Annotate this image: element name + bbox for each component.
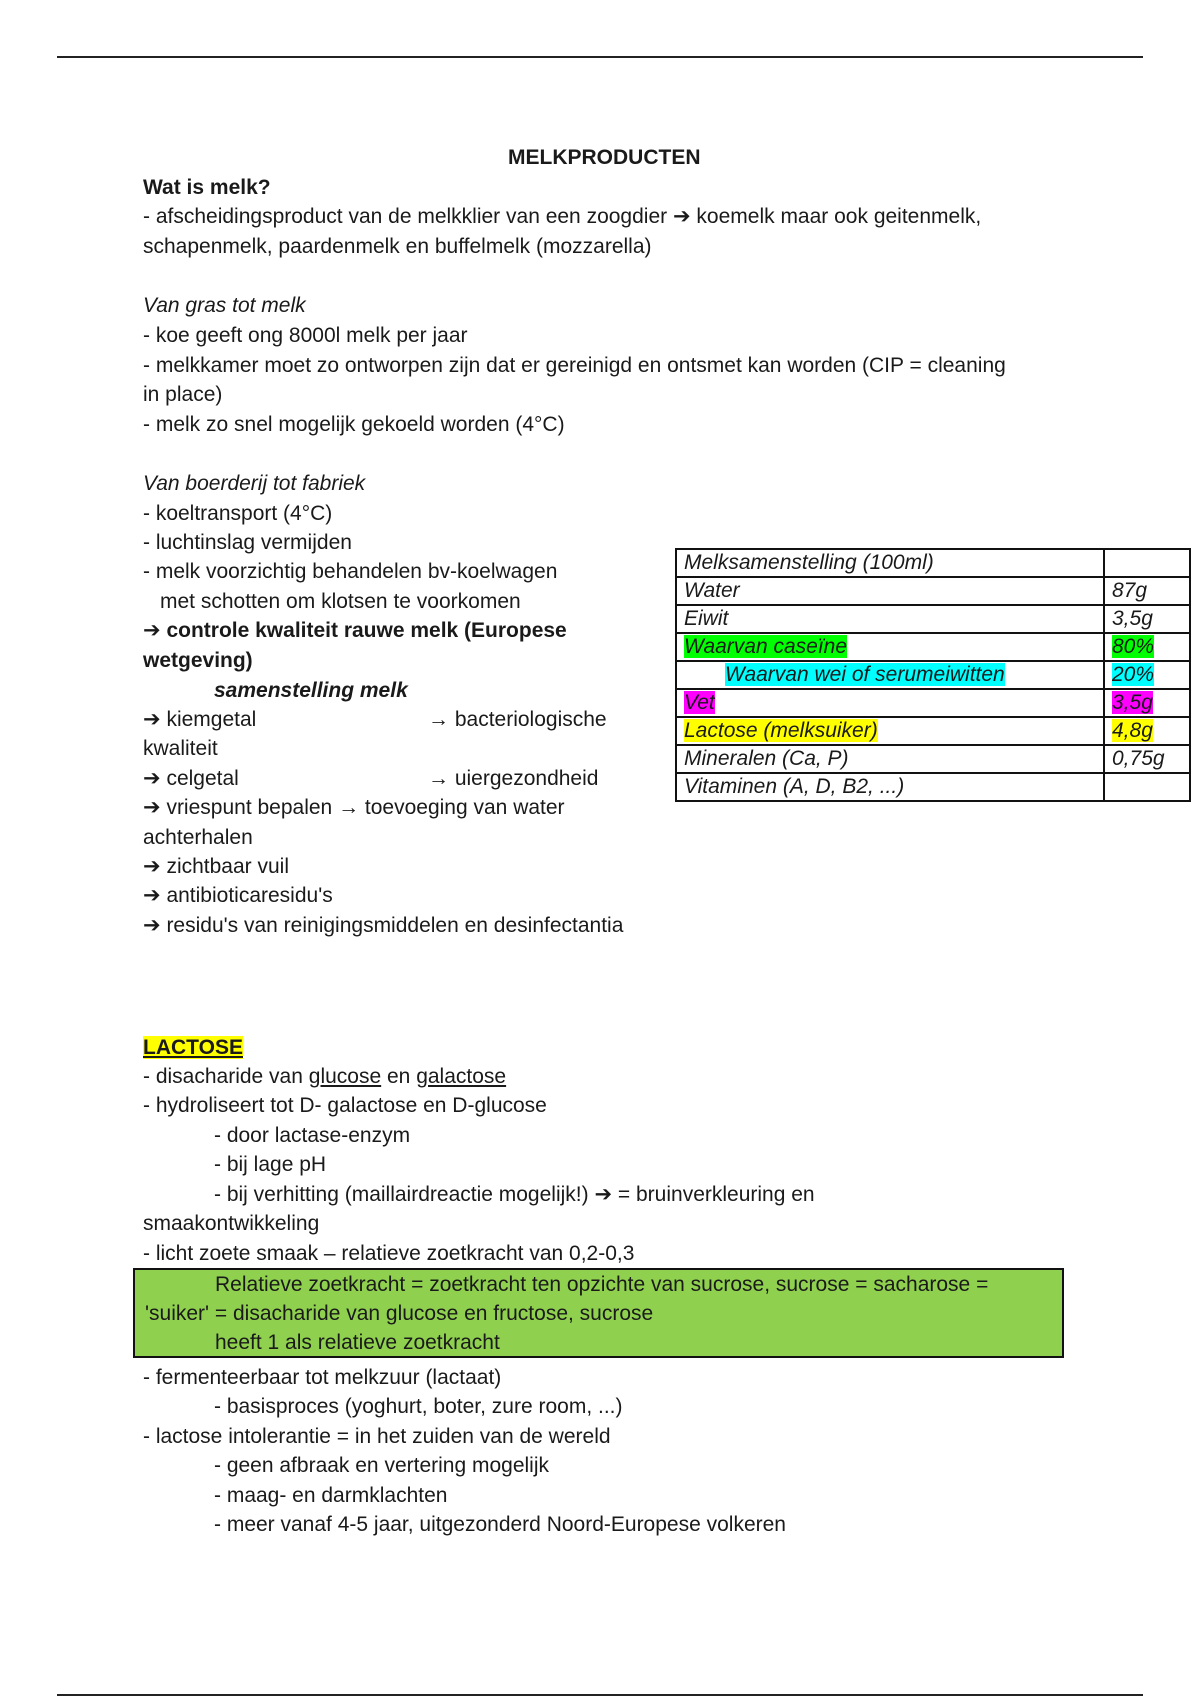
table-row — [676, 633, 1190, 661]
table-row — [676, 717, 1190, 745]
arrow-icon: ➔ — [143, 914, 161, 937]
box-line-3: heeft 1 als relatieve zoetkracht — [215, 1331, 500, 1354]
arrow-icon: ➔ — [143, 884, 161, 907]
table-row — [676, 605, 1190, 633]
table-row — [676, 577, 1190, 605]
celgetal-line: ➔ celgetal — [143, 767, 239, 790]
intro-line-1: - afscheidingsproduct van de melkklier van een zoogdier ➔ koemelk maar ook geitenmelk, — [143, 205, 982, 228]
lactose-line-7: - licht zoete smaak – relatieve zoetkracht van 0,2-0,3 — [143, 1242, 635, 1265]
gras-line-2: - melkkamer moet zo ontworpen zijn dat er gereinigd en ontsmet kan worden (CIP = cleaning — [143, 354, 1006, 377]
kiemgetal-result: → bacteriologische — [428, 708, 607, 731]
arrow-icon: ➔ — [143, 767, 161, 790]
arrow-icon: ➔ — [594, 1183, 613, 1206]
kiemgetal-line-2: kwaliteit — [143, 737, 218, 760]
top-rule — [57, 56, 1143, 58]
arrow-icon: ➔ — [143, 619, 161, 642]
boerderij-heading: Van boerderij tot fabriek — [143, 472, 366, 495]
table-cell-label: Vitaminen (A, D, B2, ...) — [676, 773, 1104, 801]
celgetal-result: → uiergezondheid — [428, 767, 599, 790]
lactose-line-8: - fermenteerbaar tot melkzuur (lactaat) — [143, 1366, 502, 1389]
table-cell-label: Waarvan wei of serumeiwitten — [676, 661, 1104, 689]
vriespunt-line: ➔ vriespunt bepalen → toevoeging van water — [143, 796, 565, 819]
table-cell-value: 3,5g — [1104, 605, 1190, 633]
gras-heading: Van gras tot melk — [143, 294, 306, 317]
thin-arrow-icon: → — [338, 796, 360, 819]
table-cell-label: Vet — [676, 689, 1104, 717]
lactose-line-5: - bij verhitting (maillairdreactie mogelijk!) ➔ = bruinverkleuring en — [214, 1183, 815, 1206]
table-row — [676, 689, 1190, 717]
vuil-line: ➔ zichtbaar vuil — [143, 855, 289, 878]
arrow-icon: ➔ — [143, 708, 161, 731]
box-line-1: Relatieve zoetkracht = zoetkracht ten opzichte van sucrose, sucrose = sacharose = — [215, 1273, 989, 1296]
intro-line-2: schapenmelk, paardenmelk en buffelmelk (mozzarella) — [143, 235, 652, 258]
table-cell-label: Water — [676, 577, 1104, 605]
table-cell-label: Lactose (melksuiker) — [676, 717, 1104, 745]
lactose-line-1: - disacharide van glucose en galactose — [143, 1065, 507, 1088]
table-cell-label: Melksamenstelling (100ml) — [676, 549, 1104, 577]
table-row — [676, 745, 1190, 773]
gras-line-1: - koe geeft ong 8000l melk per jaar — [143, 324, 468, 347]
table-row — [676, 773, 1190, 801]
vriespunt-line-2: achterhalen — [143, 826, 253, 849]
table-cell-value — [1104, 773, 1190, 801]
table-cell-label: Waarvan caseïne — [676, 633, 1104, 661]
boerderij-line-1: - koeltransport (4°C) — [143, 502, 333, 525]
bottom-rule — [57, 1694, 1143, 1696]
definition-box — [133, 1268, 1064, 1358]
table-cell-value: 4,8g — [1104, 717, 1190, 745]
thin-arrow-icon: → — [428, 767, 449, 790]
lactose-line-10: - lactose intolerantie = in het zuiden van de wereld — [143, 1425, 611, 1448]
table-cell-value — [1104, 549, 1190, 577]
thin-arrow-icon: → — [428, 708, 449, 731]
boerderij-line-2: - luchtinslag vermijden — [143, 531, 352, 554]
lactose-line-9: - basisproces (yoghurt, boter, zure room, ...) — [214, 1395, 623, 1418]
milk-composition-table — [675, 548, 1191, 802]
table-cell-value: 3,5g — [1104, 689, 1190, 717]
antibiotica-line: ➔ antibioticaresidu's — [143, 884, 333, 907]
box-line-2: 'suiker' = disacharide van glucose en fructose, sucrose — [145, 1302, 654, 1325]
table-row — [676, 549, 1190, 577]
table-cell-value: 80% — [1104, 633, 1190, 661]
boerderij-line-4: met schotten om klotsen te voorkomen — [160, 590, 521, 613]
gras-line-4: - melk zo snel mogelijk gekoeld worden (4°C) — [143, 413, 565, 436]
table-cell-value: 87g — [1104, 577, 1190, 605]
lactose-line-6: smaakontwikkeling — [143, 1212, 320, 1235]
arrow-icon: ➔ — [143, 855, 161, 878]
boerderij-line-6: wetgeving) — [143, 649, 253, 672]
gras-line-3: in place) — [143, 383, 223, 406]
lactose-heading: LACTOSE — [143, 1036, 243, 1059]
lactose-line-13: - meer vanaf 4-5 jaar, uitgezonderd Noord-Europese volkeren — [214, 1513, 786, 1536]
arrow-icon: ➔ — [143, 796, 161, 819]
boerderij-line-5: ➔ controle kwaliteit rauwe melk (Europese — [143, 619, 567, 642]
intro-heading: Wat is melk? — [143, 176, 271, 199]
table-cell-value: 0,75g — [1104, 745, 1190, 773]
table-cell-value: 20% — [1104, 661, 1190, 689]
table-cell-label: Mineralen (Ca, P) — [676, 745, 1104, 773]
lactose-line-4: - bij lage pH — [214, 1153, 327, 1176]
arrow-icon: ➔ — [672, 205, 691, 228]
table-cell-label: Eiwit — [676, 605, 1104, 633]
residu-line: ➔ residu's van reinigingsmiddelen en desinfectantia — [143, 914, 624, 937]
lactose-line-3: - door lactase-enzym — [214, 1124, 411, 1147]
page-title: MELKPRODUCTEN — [508, 146, 701, 169]
kiemgetal-line: ➔ kiemgetal — [143, 708, 257, 731]
samenstelling-subheading: samenstelling melk — [214, 679, 408, 702]
lactose-line-11: - geen afbraak en vertering mogelijk — [214, 1454, 550, 1477]
lactose-heading-line — [143, 1033, 243, 1062]
boerderij-line-3: - melk voorzichtig behandelen bv-koelwagen — [143, 560, 558, 583]
lactose-line-2: - hydroliseert tot D- galactose en D-glucose — [143, 1094, 547, 1117]
table-row — [676, 661, 1190, 689]
lactose-line-12: - maag- en darmklachten — [214, 1484, 448, 1507]
